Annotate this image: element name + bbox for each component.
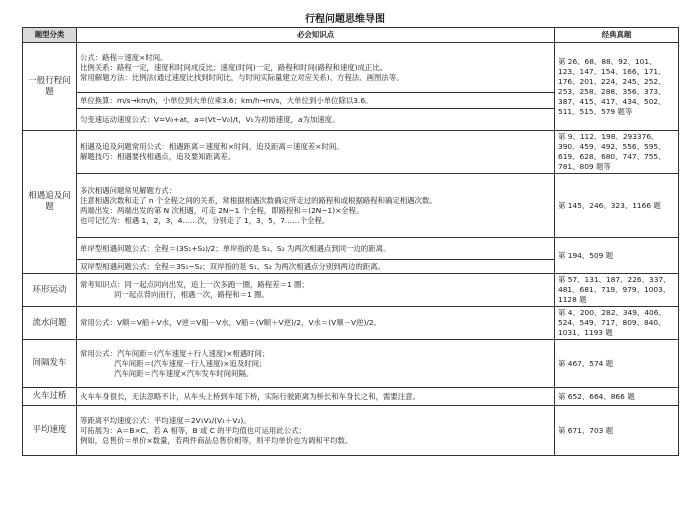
category-cell: 间隔发车 — [23, 340, 77, 388]
knowledge-cell — [77, 260, 555, 274]
knowledge-line: 匀变速运动速度公式：V=V₀+at，a=(Vt−V₀)/t，V₀为初始速度，a为加速度。 — [80, 114, 340, 124]
exam-cell: 第 671、703 题 — [555, 406, 679, 456]
table-row — [23, 274, 679, 307]
exam-cell: 第 26、68、88、92、101、123、147、154、166、171、176、201、224、245、252、253、258、288、356、373、387、415、417、434、502、511、515、579 题等 — [555, 43, 679, 131]
knowledge-cell — [77, 131, 555, 174]
knowledge-line: 解题技巧：相遇要找相遇点，追及要知距离差。 — [80, 152, 236, 161]
header-category: 题型分类 — [23, 28, 77, 43]
knowledge-cell — [77, 238, 555, 260]
knowledge-line: 多次相遇问题常见解题方式： — [80, 185, 177, 195]
header-exams: 经典真题 — [555, 28, 679, 43]
exam-cell: 第 194、509 题 — [555, 238, 679, 274]
category-cell: 一般行程问题 — [23, 43, 77, 131]
table-row — [23, 307, 679, 340]
table-header — [23, 28, 679, 43]
category-cell: 平均速度 — [23, 406, 77, 456]
exam-cell: 第 145、246、323、1166 题 — [555, 174, 679, 238]
knowledge-table — [22, 27, 679, 456]
knowledge-line: 双岸型相遇问题公式：全程＝3S₁−S₂；双岸指的是 S₁、S₂ 为两次相遇点分别到两边的距离。 — [80, 261, 385, 271]
table-row — [23, 340, 679, 388]
knowledge-line: 等距离平均速度公式：平均速度＝2V₁V₂/(V₁＋V₂)。 — [80, 415, 251, 425]
category-cell: 相遇追及问题 — [23, 131, 77, 274]
knowledge-cell — [77, 43, 555, 93]
category-cell: 火车过桥 — [23, 388, 77, 406]
knowledge-line: 两端出发：两端出发的第 N 次相遇，可走 2N−1 个全程，即路程和＝(2N−1)×全程。 — [80, 205, 364, 215]
knowledge-cell — [77, 406, 555, 456]
exam-cell: 第 467、574 题 — [555, 340, 679, 388]
knowledge-line: 单岸型相遇问题公式：全程＝(3S₁+S₂)/2；单岸指的是 S₁、S₂ 为两次相遇点到同一边的距离。 — [80, 243, 391, 253]
knowledge-line: 同一起点背向而行，相遇一次，路程和＝1 圈。 — [114, 290, 269, 299]
exam-cell: 第 57、131、187、226、337、481、681、719、979、1003、1128 题 — [555, 274, 679, 307]
knowledge-line: 常用公式：汽车间距＝(汽车速度＋行人速度)×相遇时间； — [80, 348, 270, 358]
knowledge-cell — [77, 274, 555, 307]
knowledge-cell — [77, 109, 555, 131]
knowledge-line: 火车车身很长，无法忽略不计，从车头上桥到车尾下桥，实际行驶距离为桥长和车身长之和，需要注意。 — [80, 391, 420, 401]
knowledge-cell — [77, 340, 555, 388]
knowledge-line: 汽车间距＝汽车速度×汽车发车时间间隔。 — [114, 368, 254, 378]
knowledge-cell — [77, 388, 555, 406]
knowledge-line: 也可记忆为：相遇 1，2，3，4……次，分别走了 1，3，5，7……个全程。 — [80, 215, 330, 225]
page-title: 行程问题思维导图 — [305, 14, 385, 25]
exam-cell: 第 4、200、282、349、406、524、549、717、809、840、1031、1193 题 — [555, 307, 679, 340]
exam-cell: 第 652、664、866 题 — [555, 388, 679, 406]
knowledge-line: 单位换算：m/s→km/h，小单位到大单位乘3.6；km/h→m/s，大单位到小单位除以3.6。 — [80, 95, 373, 105]
knowledge-line: 常用解题方法：比例法(通过速度比找到时间比，与时间实际量建立对应关系)、方程法、画图法等。 — [80, 72, 404, 82]
knowledge-cell — [77, 174, 555, 238]
table-row — [23, 174, 679, 238]
knowledge-line: 汽车间距＝(汽车速度－行人速度)×追及时间； — [114, 358, 267, 368]
knowledge-cell — [77, 93, 555, 109]
table-row — [23, 238, 679, 260]
table-row — [23, 131, 679, 174]
knowledge-line: 常考知识点：同一起点同向出发，追上一次多跑一圈，路程差＝1 圈； — [80, 280, 309, 289]
knowledge-line: 注意相遇次数和走了 n 个全程之间的关系，常根据相遇次数确定所走过的路程和或根据路程和确定相遇次数。 — [80, 195, 437, 205]
knowledge-line: 例如，总售价＝单价×数量，若两件商品总售价相等，则平均单价也为调和平均数。 — [80, 435, 353, 445]
header-knowledge: 必会知识点 — [77, 28, 555, 43]
knowledge-line: 可拓展为：A＝B×C，若 A 相等，B 或 C 的平均值也可运用此公式； — [80, 425, 306, 435]
category-cell: 环形运动 — [23, 274, 77, 307]
knowledge-line: 相遇及追及问题常用公式：相遇距离＝速度和×时间，追及距离＝速度差×时间。 — [80, 142, 344, 151]
table-row — [23, 43, 679, 93]
knowledge-line: 公式：路程＝速度×时间。 — [80, 52, 168, 62]
knowledge-cell — [77, 307, 555, 340]
category-cell: 流水问题 — [23, 307, 77, 340]
exam-cell: 第 9、112、198、293376、390、459、492、556、595、619、628、680、747、755、781、809 题等 — [555, 131, 679, 174]
table-row — [23, 406, 679, 456]
knowledge-line: 常用公式：V顺＝V船＋V水，V逆＝V船－V水，V船＝(V顺＋V逆)/2，V水＝(V顺－V逆)/2。 — [80, 318, 381, 327]
table-row — [23, 388, 679, 406]
knowledge-line: 比例关系：路程一定，速度和时间成反比；速度(时间)一定，路程和时间(路程和速度)成正比。 — [80, 62, 388, 72]
